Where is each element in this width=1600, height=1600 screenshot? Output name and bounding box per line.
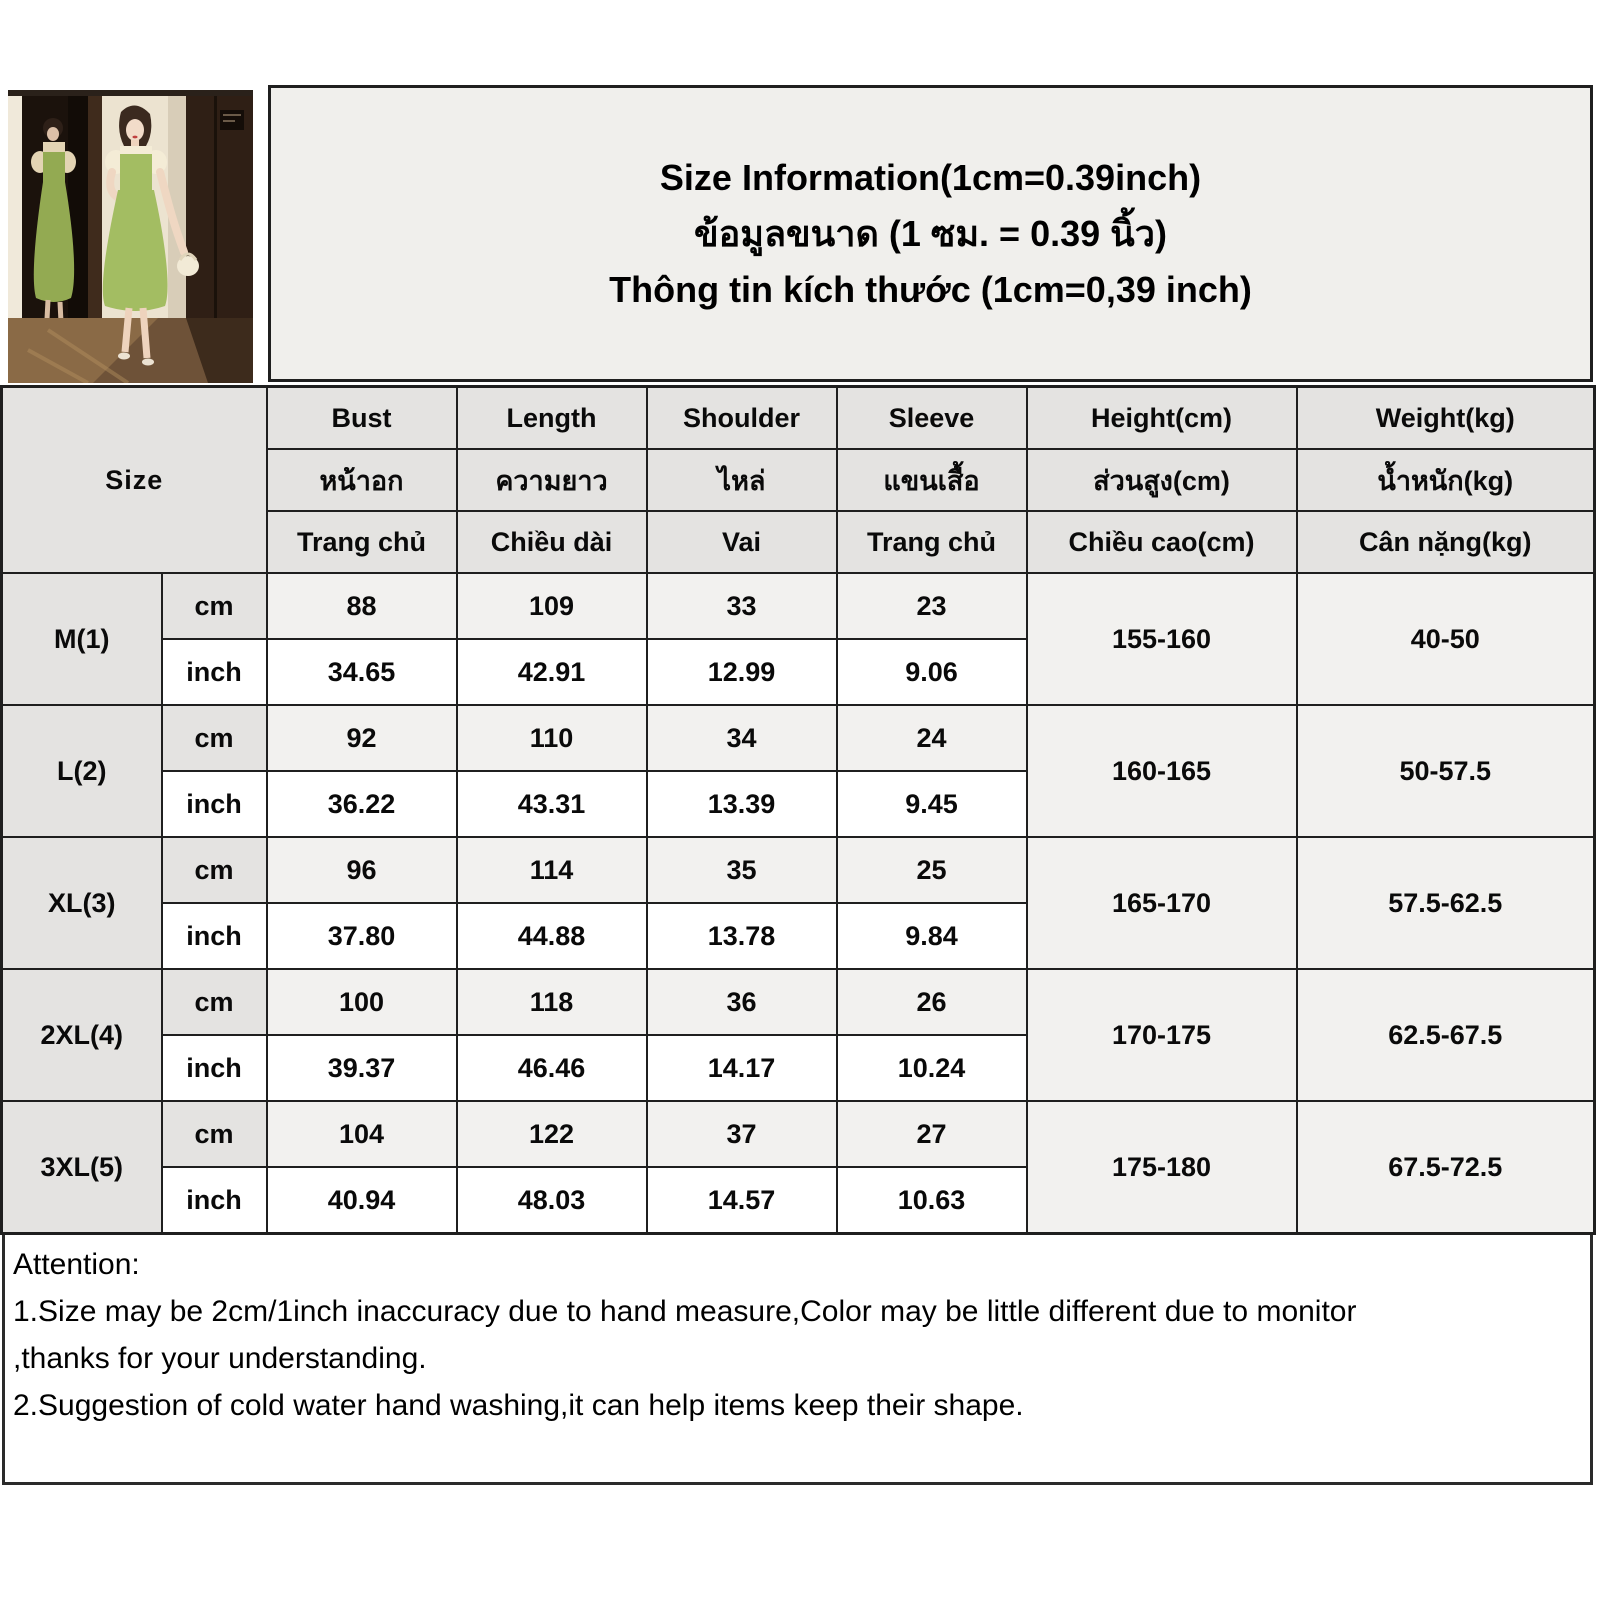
header-length-th: ความยาว [457, 449, 647, 511]
size-corner-label: Size [2, 387, 267, 574]
unit-label: inch [162, 639, 267, 705]
value-cell: 109 [457, 573, 647, 639]
size-info-header [268, 85, 1593, 382]
header-bust-en: Bust [267, 387, 457, 450]
value-cell: 12.99 [647, 639, 837, 705]
value-cell: 23 [837, 573, 1027, 639]
unit-label: cm [162, 573, 267, 639]
value-cell: 36.22 [267, 771, 457, 837]
product-photo [8, 90, 253, 383]
header-sleeve-vi: Trang chủ [837, 511, 1027, 573]
row-3xl5-cm [2, 1101, 1595, 1167]
title-vietnamese: Thông tin kích thước (1cm=0,39 inch) [609, 268, 1252, 310]
value-cell: 26 [837, 969, 1027, 1035]
row-xl3-cm [2, 837, 1595, 903]
value-cell: 13.78 [647, 903, 837, 969]
header-weight-en: Weight(kg) [1297, 387, 1595, 450]
content-area [0, 385, 1593, 1485]
value-cell: 33 [647, 573, 837, 639]
value-cell: 34.65 [267, 639, 457, 705]
value-cell: 37 [647, 1101, 837, 1167]
header-shoulder-vi: Vai [647, 511, 837, 573]
header-shoulder-en: Shoulder [647, 387, 837, 450]
size-table [0, 385, 1596, 1235]
row-m1-cm [2, 573, 1595, 639]
value-cell: 24 [837, 705, 1027, 771]
value-cell: 100 [267, 969, 457, 1035]
value-cell: 42.91 [457, 639, 647, 705]
header-sleeve-en: Sleeve [837, 387, 1027, 450]
size-label: XL(3) [2, 837, 162, 969]
header-height-vi: Chiều cao(cm) [1027, 511, 1297, 573]
value-cell: 114 [457, 837, 647, 903]
value-cell: 25 [837, 837, 1027, 903]
value-cell: 34 [647, 705, 837, 771]
value-cell: 9.84 [837, 903, 1027, 969]
value-cell: 40.94 [267, 1167, 457, 1234]
row-l2-cm [2, 705, 1595, 771]
header-height-en: Height(cm) [1027, 387, 1297, 450]
value-cell: 39.37 [267, 1035, 457, 1101]
row-2xl4-cm [2, 969, 1595, 1035]
unit-label: cm [162, 705, 267, 771]
weight-range: 62.5-67.5 [1297, 969, 1595, 1101]
unit-label: inch [162, 1035, 267, 1101]
value-cell: 92 [267, 705, 457, 771]
value-cell: 37.80 [267, 903, 457, 969]
header-sleeve-th: แขนเสื้อ [837, 449, 1027, 511]
header-shoulder-th: ไหล่ [647, 449, 837, 511]
title-thai: ข้อมูลขนาด (1 ซม. = 0.39 นิ้ว) [694, 212, 1167, 254]
value-cell: 118 [457, 969, 647, 1035]
value-cell: 36 [647, 969, 837, 1035]
header-height-th: ส่วนสูง(cm) [1027, 449, 1297, 511]
height-range: 175-180 [1027, 1101, 1297, 1234]
size-label: M(1) [2, 573, 162, 705]
attention-line-1-cont: ,thanks for your understanding. [13, 1342, 427, 1375]
value-cell: 104 [267, 1101, 457, 1167]
header-weight-th: น้ำหนัก(kg) [1297, 449, 1595, 511]
size-label: 3XL(5) [2, 1101, 162, 1234]
weight-range: 57.5-62.5 [1297, 837, 1595, 969]
value-cell: 44.88 [457, 903, 647, 969]
unit-label: cm [162, 969, 267, 1035]
attention-line-1: 1.Size may be 2cm/1inch inaccuracy due to hand measure,Color may be little different due to monitor [13, 1295, 1357, 1328]
value-cell: 48.03 [457, 1167, 647, 1234]
header-bust-vi: Trang chủ [267, 511, 457, 573]
unit-label: cm [162, 1101, 267, 1167]
weight-range: 67.5-72.5 [1297, 1101, 1595, 1234]
value-cell: 9.06 [837, 639, 1027, 705]
attention-note [2, 1235, 1593, 1485]
unit-label: cm [162, 837, 267, 903]
unit-label: inch [162, 771, 267, 837]
value-cell: 13.39 [647, 771, 837, 837]
weight-range: 50-57.5 [1297, 705, 1595, 837]
unit-label: inch [162, 1167, 267, 1234]
value-cell: 10.24 [837, 1035, 1027, 1101]
value-cell: 27 [837, 1101, 1027, 1167]
attention-title: Attention: [13, 1248, 140, 1281]
weight-range: 40-50 [1297, 573, 1595, 705]
header-row-en [2, 387, 1595, 450]
header-weight-vi: Cân nặng(kg) [1297, 511, 1595, 573]
size-label: L(2) [2, 705, 162, 837]
unit-label: inch [162, 903, 267, 969]
title-english: Size Information(1cm=0.39inch) [659, 156, 1202, 198]
value-cell: 9.45 [837, 771, 1027, 837]
value-cell: 10.63 [837, 1167, 1027, 1234]
header-bust-th: หน้าอก [267, 449, 457, 511]
value-cell: 88 [267, 573, 457, 639]
height-range: 170-175 [1027, 969, 1297, 1101]
size-label: 2XL(4) [2, 969, 162, 1101]
value-cell: 35 [647, 837, 837, 903]
value-cell: 43.31 [457, 771, 647, 837]
value-cell: 96 [267, 837, 457, 903]
header-length-en: Length [457, 387, 647, 450]
value-cell: 110 [457, 705, 647, 771]
header-length-vi: Chiều dài [457, 511, 647, 573]
value-cell: 122 [457, 1101, 647, 1167]
height-range: 165-170 [1027, 837, 1297, 969]
value-cell: 14.57 [647, 1167, 837, 1234]
attention-line-2: 2.Suggestion of cold water hand washing,it can help items keep their shape. [13, 1389, 1024, 1422]
height-range: 155-160 [1027, 573, 1297, 705]
value-cell: 46.46 [457, 1035, 647, 1101]
height-range: 160-165 [1027, 705, 1297, 837]
value-cell: 14.17 [647, 1035, 837, 1101]
